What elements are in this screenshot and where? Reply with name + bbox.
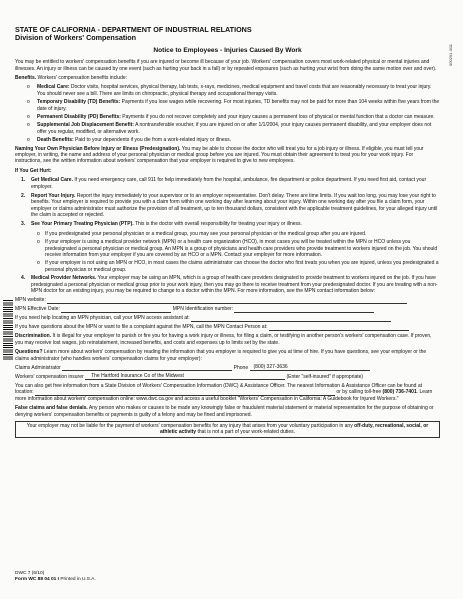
bullet-icon: o xyxy=(27,137,30,144)
benefit-term: Permanent Disability (PD) Benefits: xyxy=(37,114,121,121)
form-number: Form WC 88 04 01 I xyxy=(15,577,59,583)
ptp-text: If your employer is not using an MPN or HCO, in most cases the claims administrator can choose the doctor who first treats you when you are injured, unless you predesignated a personal physician or medical group. xyxy=(45,260,439,273)
printed-text: Printed in U.S.A. xyxy=(60,577,96,583)
benefit-item xyxy=(15,84,440,97)
mpn-website-label: MPN website: xyxy=(15,297,46,304)
mpn-contact-label: If you have questions about the MPN or want to file a complaint against the MPN, call the MPN Contact Person at: xyxy=(15,324,268,331)
false-claims-heading: False claims and false denials. xyxy=(15,405,88,412)
step-number: 2. xyxy=(21,192,26,199)
predesignation-paragraph xyxy=(15,146,440,165)
benefits-paragraph xyxy=(15,75,440,81)
benefits-heading: Benefits. xyxy=(15,75,37,82)
liability-box xyxy=(15,421,440,438)
mpn-id-field[interactable] xyxy=(234,307,374,313)
benefit-text: Paid to your dependents if you die from a work-related injury or illness. xyxy=(73,137,231,144)
benefit-term: Death Benefits: xyxy=(37,137,74,144)
bullet-icon: o xyxy=(27,122,30,129)
ptp-text: If your employer is using a medical provider network (MPN) or a health care organization (HCO), in most cases you will be treated within the MPN or HCO unless you predesignated a personal physician or medical group. An MPN is a group of physicians and health care providers who provide treatment to workers injured on the job. You should receive information from your employer if you are covered by an HCO or a MPN. Contact your employer for more information. xyxy=(45,239,438,259)
benefit-text: Payments if you lose wages while recovering. For most injuries, TD benefits may not be paid for more than 104 weeks within five years from the date of injury. xyxy=(37,99,440,112)
benefits-intro: Workers' compensation benefits include: xyxy=(36,75,128,82)
header-department: STATE OF CALIFORNIA - DEPARTMENT OF INDUSTRIAL RELATIONS xyxy=(15,25,252,34)
bullet-icon: o xyxy=(37,260,40,267)
benefit-item xyxy=(15,137,440,143)
ptp-item xyxy=(15,239,440,258)
phone-field[interactable] xyxy=(250,365,370,371)
ptp-item xyxy=(15,260,440,273)
bullet-icon: o xyxy=(37,239,40,246)
mpn-website-row xyxy=(15,297,440,304)
step-text: If you need emergency care, call 911 for help immediately from the hospital, ambulance, fire department or police department. If you need first aid, contact your employer. xyxy=(31,177,427,190)
step-term: See Your Primary Treating Physician (PTP). xyxy=(31,221,134,228)
dwc-call-post: . Learn more information about workers' compensation online: www.dwc.ca.gov and access a useful booklet "Workers' Compensation in California: A Guidebook for Injured Workers." xyxy=(15,389,433,402)
step-number: 4. xyxy=(21,275,26,282)
mpn-assistant-label: If you need help locating an MPN physician, call your MPN access assistant at: xyxy=(15,315,190,322)
benefit-term: Medical Care: xyxy=(37,84,70,91)
benefit-text: Doctor visits, hospital services, physical therapy, lab tests, x-rays, medicines, medical equipment and travel costs that are reasonably necessary to treat your injury. You should never see a bill. There are limits on chiropractic, physical therapy and occupational therapy visits. xyxy=(37,84,432,97)
insurer-field[interactable] xyxy=(85,374,285,380)
box-text-pre: Your employer may not be liable for the payment of workers' compensation benefits for any injury that arises from your voluntary participation in any xyxy=(26,422,355,429)
step-item xyxy=(15,221,440,227)
dwc-call-pre: by calling toll-free xyxy=(342,389,383,396)
step-item xyxy=(15,193,440,219)
predesignation-heading: Naming Your Own Physician Before Injury or Illness (Predesignation). xyxy=(15,145,181,152)
mpn-id-label: MPN Identification number: xyxy=(172,306,234,313)
benefit-term: Temporary Disability (TD) Benefits: xyxy=(37,99,121,106)
box-text-post: that is not a part of your work-related duties. xyxy=(196,429,296,436)
claims-admin-row xyxy=(15,365,440,372)
step-term: Medical Provider Networks. xyxy=(31,275,97,282)
mpn-assistant-row xyxy=(15,315,440,322)
notice-title: Notice to Employees - Injuries Caused By Work xyxy=(153,46,302,54)
step-term: Report Your Injury. xyxy=(31,192,76,199)
phone-label: Phone xyxy=(233,364,249,371)
predesignation-text: You may be able to choose the doctor who will treat you for a job injury or illness. If eligible, you must tell your employer, in writing, the name and address of your personal physician or medical group before you are injured. You must obtain their agreement to treat you for your work injury. For instructions, see the written information about workers' compensation that your employer is required to give to new employees. xyxy=(15,145,424,165)
mpn-effective-label: MPN Effective Date: xyxy=(15,306,60,313)
step-item xyxy=(15,275,440,294)
bullet-icon: o xyxy=(37,230,40,237)
questions-text: Learn more about workers' compensation by reading the information that you employer is required to give you at time of hire. If you have questions, see your employer or the claims administrator (who handles workers' compensation claims for your employer): xyxy=(15,349,427,362)
bullet-icon: o xyxy=(27,84,30,91)
phone-value: (800) 327-3636 xyxy=(253,363,288,370)
step-item xyxy=(15,177,440,190)
form-number-line xyxy=(15,577,96,583)
dwc-or: or xyxy=(336,389,341,396)
false-claims-text: Any person who makes or causes to be made any knowingly false or fraudulent material statement or material representation for the purpose of obtaining or denying workers' compensation benefits or payments is guilty of a felony and may be fined and imprisoned. xyxy=(15,405,434,418)
claims-admin-field[interactable] xyxy=(62,365,232,371)
questions-paragraph xyxy=(15,349,440,362)
form-footer xyxy=(15,571,96,583)
insurer-note: (Enter "self-insured" if appropriate) xyxy=(286,373,364,380)
benefit-term: Supplemental Job Displacement Benefit: xyxy=(37,122,134,129)
dwc-text: You can also get free information from a State Division of Workers' Compensation Information (DWC) & Assistance Officer. The nearest Information & Assistance Officer can be found at location: xyxy=(15,382,422,396)
discrimination-heading: Discrimination. xyxy=(15,333,52,340)
mpn-effective-field[interactable] xyxy=(61,307,171,313)
claims-admin-label: Claims Administrator xyxy=(15,364,61,371)
step-number: 1. xyxy=(21,177,26,184)
barcode-graphic xyxy=(3,300,13,360)
mpn-assistant-field[interactable] xyxy=(191,316,391,322)
step-text: Your employer may be using an MPN, which is a group of health care providers designated to provide treatment to workers injured on the job. If you have predesignated a personal physician or medical group prior to your work injury, then you may go there to receive treatment from your predesignated doctor. If you are treating with a non-MPN doctor for an existing injury, you may be required to change to a doctor within the MPN. For more information, see the MPN contact information below: xyxy=(31,275,438,294)
hurt-heading: If You Get Hurt: xyxy=(15,167,52,174)
box-text-bold: off-duty, recreational, social, or athletic activity xyxy=(159,422,429,436)
insurer-value: The Hartford Insurance Co of the Midwest xyxy=(91,372,184,379)
discrimination-text: It is illegal for your employer to punish or fire you for having a work injury or illness, for filing a claim, or testifying in another person's workers' compensation case. If proven, you may receive lost wages, job reinstatement, increased benefits, and costs and expenses up to limits set by the state. xyxy=(15,333,432,346)
insurer-row xyxy=(15,374,440,381)
insurer-label: Workers' compensation insurer xyxy=(15,373,84,380)
dwc-phone: (800) 736-7401 xyxy=(382,389,417,396)
step-text: This is the doctor with overall responsibility for treating your injury or illness. xyxy=(133,221,302,228)
benefit-item xyxy=(15,114,440,120)
mpn-website-field[interactable] xyxy=(47,298,407,304)
mpn-date-row xyxy=(15,306,440,313)
header-division: Division of Workers' Compensation xyxy=(15,32,136,42)
mpn-contact-row xyxy=(15,324,440,331)
benefit-text: Payments if you do not recover completely and your injury causes a permanent loss of physical or mental function that a doctor can measure. xyxy=(120,114,435,121)
benefit-item xyxy=(15,122,440,135)
questions-heading: Questions? xyxy=(15,349,43,356)
ptp-text: If you predesignated your personal physician or a medical group, you may see your personal physician or the medical group after you are injured. xyxy=(45,230,367,237)
bullet-icon: o xyxy=(27,99,30,106)
step-number: 3. xyxy=(21,221,26,228)
false-claims-paragraph xyxy=(15,405,440,418)
bullet-icon: o xyxy=(27,114,30,121)
form-code: DWC 7 (6/10) xyxy=(15,571,45,576)
step-text: Report the injury immediately to your supervisor or to an employer representative. Don't delay. There are time limits. If you wait too long, you may lose your right to benefits. Your employer is required to provide you with a claim form within one working day after learning about your injury. Within one working day after you file a claim form, your employer or claims administrator must authorize the provision of all treatment, up to ten thousand dollars, consistent with the applicable treatment guidelines, for your alleged injury until the claim is accepted or rejected. xyxy=(31,192,438,219)
ptp-item xyxy=(15,231,440,237)
dwc-paragraph xyxy=(15,383,440,402)
side-code: 000291 4/11 xyxy=(448,44,453,66)
step-term: Get Medical Care. xyxy=(31,177,73,184)
benefit-text: A nontransferable voucher, if you are injured on or after 1/1/2004, your injury causes permanent disability, and your employer does not offer you regular, modified, or alternative work. xyxy=(37,122,432,135)
notice-content xyxy=(15,26,440,441)
mpn-contact-field[interactable] xyxy=(269,325,409,331)
intro-paragraph: You may be entitled to workers' compensation benefits if you are injured or become ill because of your job. Workers' compensation covers most work-related physical or mental injuries and illnesses. An injury or illness can be caused by one event (such as hurting your back in a fall) or by repeated exposures (such as hurting your wrist from doing the same motion over and over). xyxy=(15,59,437,72)
benefit-item xyxy=(15,99,440,112)
discrimination-paragraph xyxy=(15,333,440,346)
